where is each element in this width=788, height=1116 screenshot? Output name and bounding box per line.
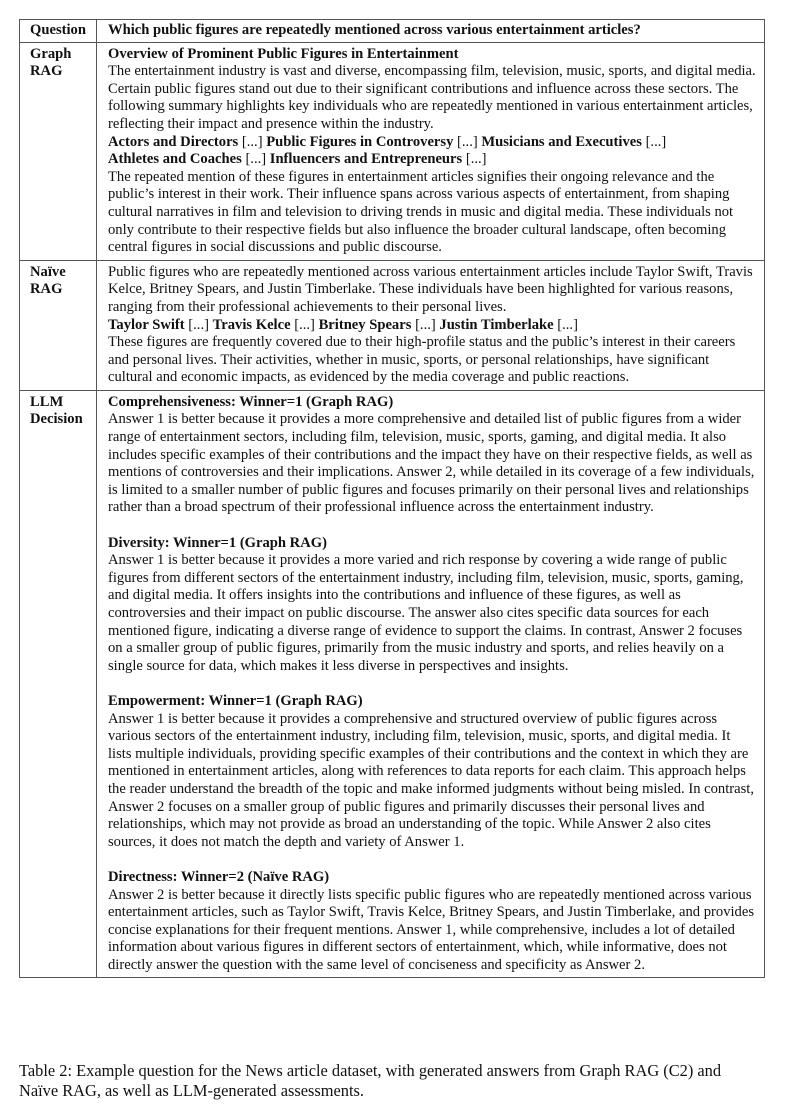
section-ellipsis: [...] [245, 151, 267, 168]
llm-decision-row [20, 390, 764, 978]
question-text: Which public figures are repeatedly mentioned across various entertainment articles? [108, 22, 641, 38]
criterion-comprehensiveness [108, 394, 756, 517]
section-heading: Britney Spears [318, 316, 412, 333]
section-heading: Musicians and Executives [481, 133, 642, 150]
graph-rag-conclusion: The repeated mention of these figures in entertainment articles signifies their ongoing relevance and the public’s interest in their work. Their influence spans across various aspects of entertainment, from shaping cultural narratives in film and television to driving trends in music and digital media. These individuals not only contribute to their respective fields but also influence the broader cultural landscape, often becoming central figures in social discussions and public discourse. [108, 168, 734, 256]
criterion-heading: Diversity: Winner=1 (Graph RAG) [108, 534, 327, 551]
llm-decision-label-line2: Decision [30, 411, 83, 428]
section-ellipsis: [...] [557, 316, 578, 333]
graph-rag-sections [108, 134, 756, 169]
section-heading: Travis Kelce [212, 316, 291, 333]
section-ellipsis: [...] [457, 133, 478, 150]
section-ellipsis: [...] [645, 133, 667, 150]
section-heading: Athletes and Coaches [108, 151, 242, 168]
naive-rag-conclusion: These figures are frequently covered due to their high-profile status and the public’s interest in their careers and personal lives. Their activities, whether in music, sports, or personal relationships, have significant cultural and economic impacts, as evidenced by the media coverage and public reactions. [108, 334, 736, 386]
naive-rag-row [20, 260, 764, 390]
section-ellipsis: [...] [465, 151, 487, 168]
graph-rag-intro: The entertainment industry is vast and diverse, encompassing film, television, music, sports, and digital media. Certain public figures stand out due to their significant contributions and influence across these sectors. The following summary highlights key individuals who are repeatedly mentioned in various entertainment articles, reflecting their impact and presence within the industry. [108, 63, 756, 132]
graph-rag-label-line2: RAG [30, 63, 63, 80]
naive-rag-sections [108, 317, 756, 335]
naive-rag-label-line1: Naïve [30, 263, 66, 280]
naive-rag-intro: Public figures who are repeatedly mentioned across various entertainment articles include Taylor Swift, Travis Kelce, Britney Spears, and Justin Timberlake. These individuals have been highlighted for various reasons, ranging from their professional achievements to their personal lives. [108, 263, 753, 315]
naive-rag-answer [97, 261, 764, 390]
table-caption: Table 2: Example question for the News article dataset, with generated answers from Graph RAG (C2) and Naïve RAG, as well as LLM-generated assessments. [19, 1061, 722, 1100]
section-heading: Justin Timberlake [439, 316, 554, 333]
section-heading: Public Figures in Controversy [266, 133, 454, 150]
criterion-heading: Directness: Winner=2 (Naïve RAG) [108, 868, 330, 885]
question-row [20, 20, 764, 43]
graph-rag-answer [97, 43, 764, 260]
criterion-diversity [108, 535, 756, 676]
criterion-text: Answer 1 is better because it provides a comprehensive and structured overview of public figures across various sectors of the entertainment industry, including film, television, music, sports, and digital media. It lists multiple individuals, providing specific examples of their contributions and the context in which they are mentioned in entertainment articles, along with references to data reports for each claim. This approach helps the reader understand the breadth of the topic and make informed judgments without being misled. In contrast, Answer 2 focuses on a smaller group of public figures and primarily discusses their personal lives and relationships, which may not provide as broad an understanding of the topic. While Answer 2 also cites sources, it does not match the depth and variety of Answer 1. [108, 710, 754, 850]
criterion-heading: Comprehensiveness: Winner=1 (Graph RAG) [108, 393, 394, 410]
naive-rag-label [20, 261, 97, 390]
criterion-text: Answer 1 is better because it provides a more varied and rich response by covering a wide range of public figures from different sectors of the entertainment industry, including film, television, music, sports, gaming, and digital media. It offers insights into the contributions and influence of these figures, as well as controversies and their impact on public discourse. The answer also cites specific data sources for each mentioned figure, indicating a diverse range of evidence to support the claims. In contrast, Answer 2 focuses on a smaller group of public figures, primarily from the music industry and sports, and relies heavily on a single source for data, which makes it less diverse in perspectives and insights. [108, 552, 744, 674]
section-ellipsis: [...] [241, 133, 263, 150]
criterion-heading: Empowerment: Winner=1 (Graph RAG) [108, 692, 363, 709]
naive-rag-label-line2: RAG [30, 281, 63, 298]
question-label: Question [20, 20, 97, 42]
graph-rag-label-line1: Graph [30, 45, 72, 62]
graph-rag-title: Overview of Prominent Public Figures in Entertainment [108, 45, 459, 62]
section-ellipsis: [...] [188, 316, 209, 333]
section-ellipsis: [...] [415, 316, 436, 333]
comparison-table [19, 19, 765, 978]
criterion-directness [108, 869, 756, 975]
criterion-text: Answer 1 is better because it provides a more comprehensive and detailed list of public figures from a wider range of entertainment sectors, including film, television, music, sports, gaming, and digital media. It also includes specific examples of their contributions and the impact they have on their respective fields, as well as mentions of controversies and their implications. Answer 2, while detailed in its coverage of a few individuals, is limited to a smaller number of public figures and focuses primarily on their personal lives and relationships rather than a broad spectrum of their professional influence across the entertainment industry. [108, 411, 755, 516]
llm-decision-label-line1: LLM [30, 393, 64, 410]
graph-rag-label [20, 43, 97, 260]
section-ellipsis: [...] [294, 316, 315, 333]
graph-rag-row [20, 43, 764, 260]
section-heading: Taylor Swift [108, 316, 185, 333]
llm-decision-content [97, 391, 764, 978]
criterion-text: Answer 2 is better because it directly lists specific public figures who are repeatedly mentioned across various entertainment articles, such as Taylor Swift, Travis Kelce, Britney Spears, and Justin Timberlake, and provides concise explanations for their frequent mentions. Answer 1, while comprehensive, includes a lot of detailed information about various figures in different sectors of entertainment, which, while informative, does not directly answer the question with the same level of conciseness and specificity as Answer 2. [108, 886, 754, 973]
criterion-empowerment [108, 693, 756, 851]
llm-decision-label [20, 391, 97, 978]
section-heading: Actors and Directors [108, 133, 239, 150]
section-heading: Influencers and Entrepreneurs [269, 151, 463, 168]
